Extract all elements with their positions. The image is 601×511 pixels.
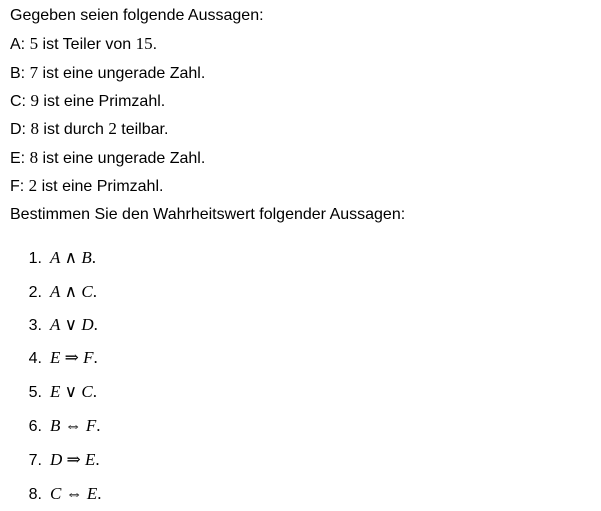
item-number: 3. [28, 317, 42, 334]
statement-f [10, 176, 163, 197]
list-item [24, 382, 97, 403]
math-period: . [93, 348, 98, 367]
statement-text: ist eine ungerade Zahl. [38, 65, 206, 82]
math-number: 8 [29, 148, 39, 167]
statement-b [10, 63, 205, 84]
list-item [24, 348, 98, 369]
math-number: 5 [29, 34, 39, 53]
item-number: 7. [28, 452, 42, 469]
math-period: . [92, 382, 97, 401]
statement-text: . [152, 36, 158, 53]
item-number: 8. [28, 486, 42, 503]
statement-text: ist eine Primzahl. [38, 93, 166, 110]
statement-label: C: [10, 93, 26, 110]
math-var: E [86, 484, 98, 503]
math-operator: ∧ [64, 282, 78, 301]
math-period: . [91, 248, 96, 267]
statement-d [10, 119, 168, 140]
math-number: 9 [30, 91, 39, 110]
statement-a [10, 34, 157, 55]
list-item [24, 484, 101, 505]
math-var: A [50, 315, 61, 334]
statement-text: ist durch [38, 121, 109, 138]
math-var: D [50, 450, 63, 469]
item-number: 4. [28, 350, 42, 367]
math-var: C [81, 382, 93, 401]
math-var: C [50, 484, 62, 503]
math-operator: ⇔ [64, 416, 82, 435]
math-number: 8 [30, 119, 39, 138]
intro-text: Gegeben seien folgende Aussagen: [10, 7, 264, 24]
statement-label: F: [10, 178, 25, 195]
math-var: E [85, 450, 96, 469]
math-var: E [50, 348, 61, 367]
math-var: E [50, 382, 61, 401]
statement-e [10, 148, 205, 169]
math-period: . [93, 315, 98, 334]
list-item [24, 416, 101, 437]
statement-text: teilbar. [116, 121, 169, 138]
statement-text: ist Teiler von [38, 36, 136, 53]
math-period: . [97, 484, 102, 503]
statement-text: ist eine ungerade Zahl. [38, 150, 206, 167]
item-number: 5. [28, 384, 42, 401]
task-text: Bestimmen Sie den Wahrheitswert folgender Aussagen: [10, 206, 406, 223]
list-item [24, 248, 96, 269]
statement-label: D: [10, 121, 26, 138]
math-var: B [81, 248, 92, 267]
math-var: F [83, 348, 94, 367]
math-period: . [92, 282, 97, 301]
math-period: . [96, 416, 101, 435]
math-number: 15 [135, 34, 153, 53]
math-var: A [50, 248, 61, 267]
item-number: 1. [28, 250, 42, 267]
math-operator: ⇒ [66, 450, 81, 469]
math-number: 2 [108, 119, 117, 138]
item-number: 6. [28, 418, 42, 435]
list-item [24, 315, 98, 336]
math-var: B [50, 416, 61, 435]
statement-c [10, 91, 165, 112]
math-var: C [81, 282, 93, 301]
math-var: D [81, 315, 94, 334]
statement-text: ist eine Primzahl. [37, 178, 164, 195]
math-operator: ∨ [64, 382, 78, 401]
statement-label: E: [10, 150, 26, 167]
math-number: 2 [28, 176, 38, 195]
math-var: F [85, 416, 97, 435]
list-item [24, 282, 97, 303]
math-var: A [50, 282, 61, 301]
math-period: . [95, 450, 100, 469]
math-number: 7 [29, 63, 39, 82]
math-operator: ⇔ [65, 484, 83, 503]
math-operator: ⇒ [64, 348, 79, 367]
item-number: 2. [28, 284, 42, 301]
math-operator: ∨ [64, 315, 78, 334]
statement-label: B: [10, 65, 26, 82]
list-item [24, 450, 100, 471]
statement-label: A: [10, 36, 26, 53]
math-operator: ∧ [64, 248, 78, 267]
